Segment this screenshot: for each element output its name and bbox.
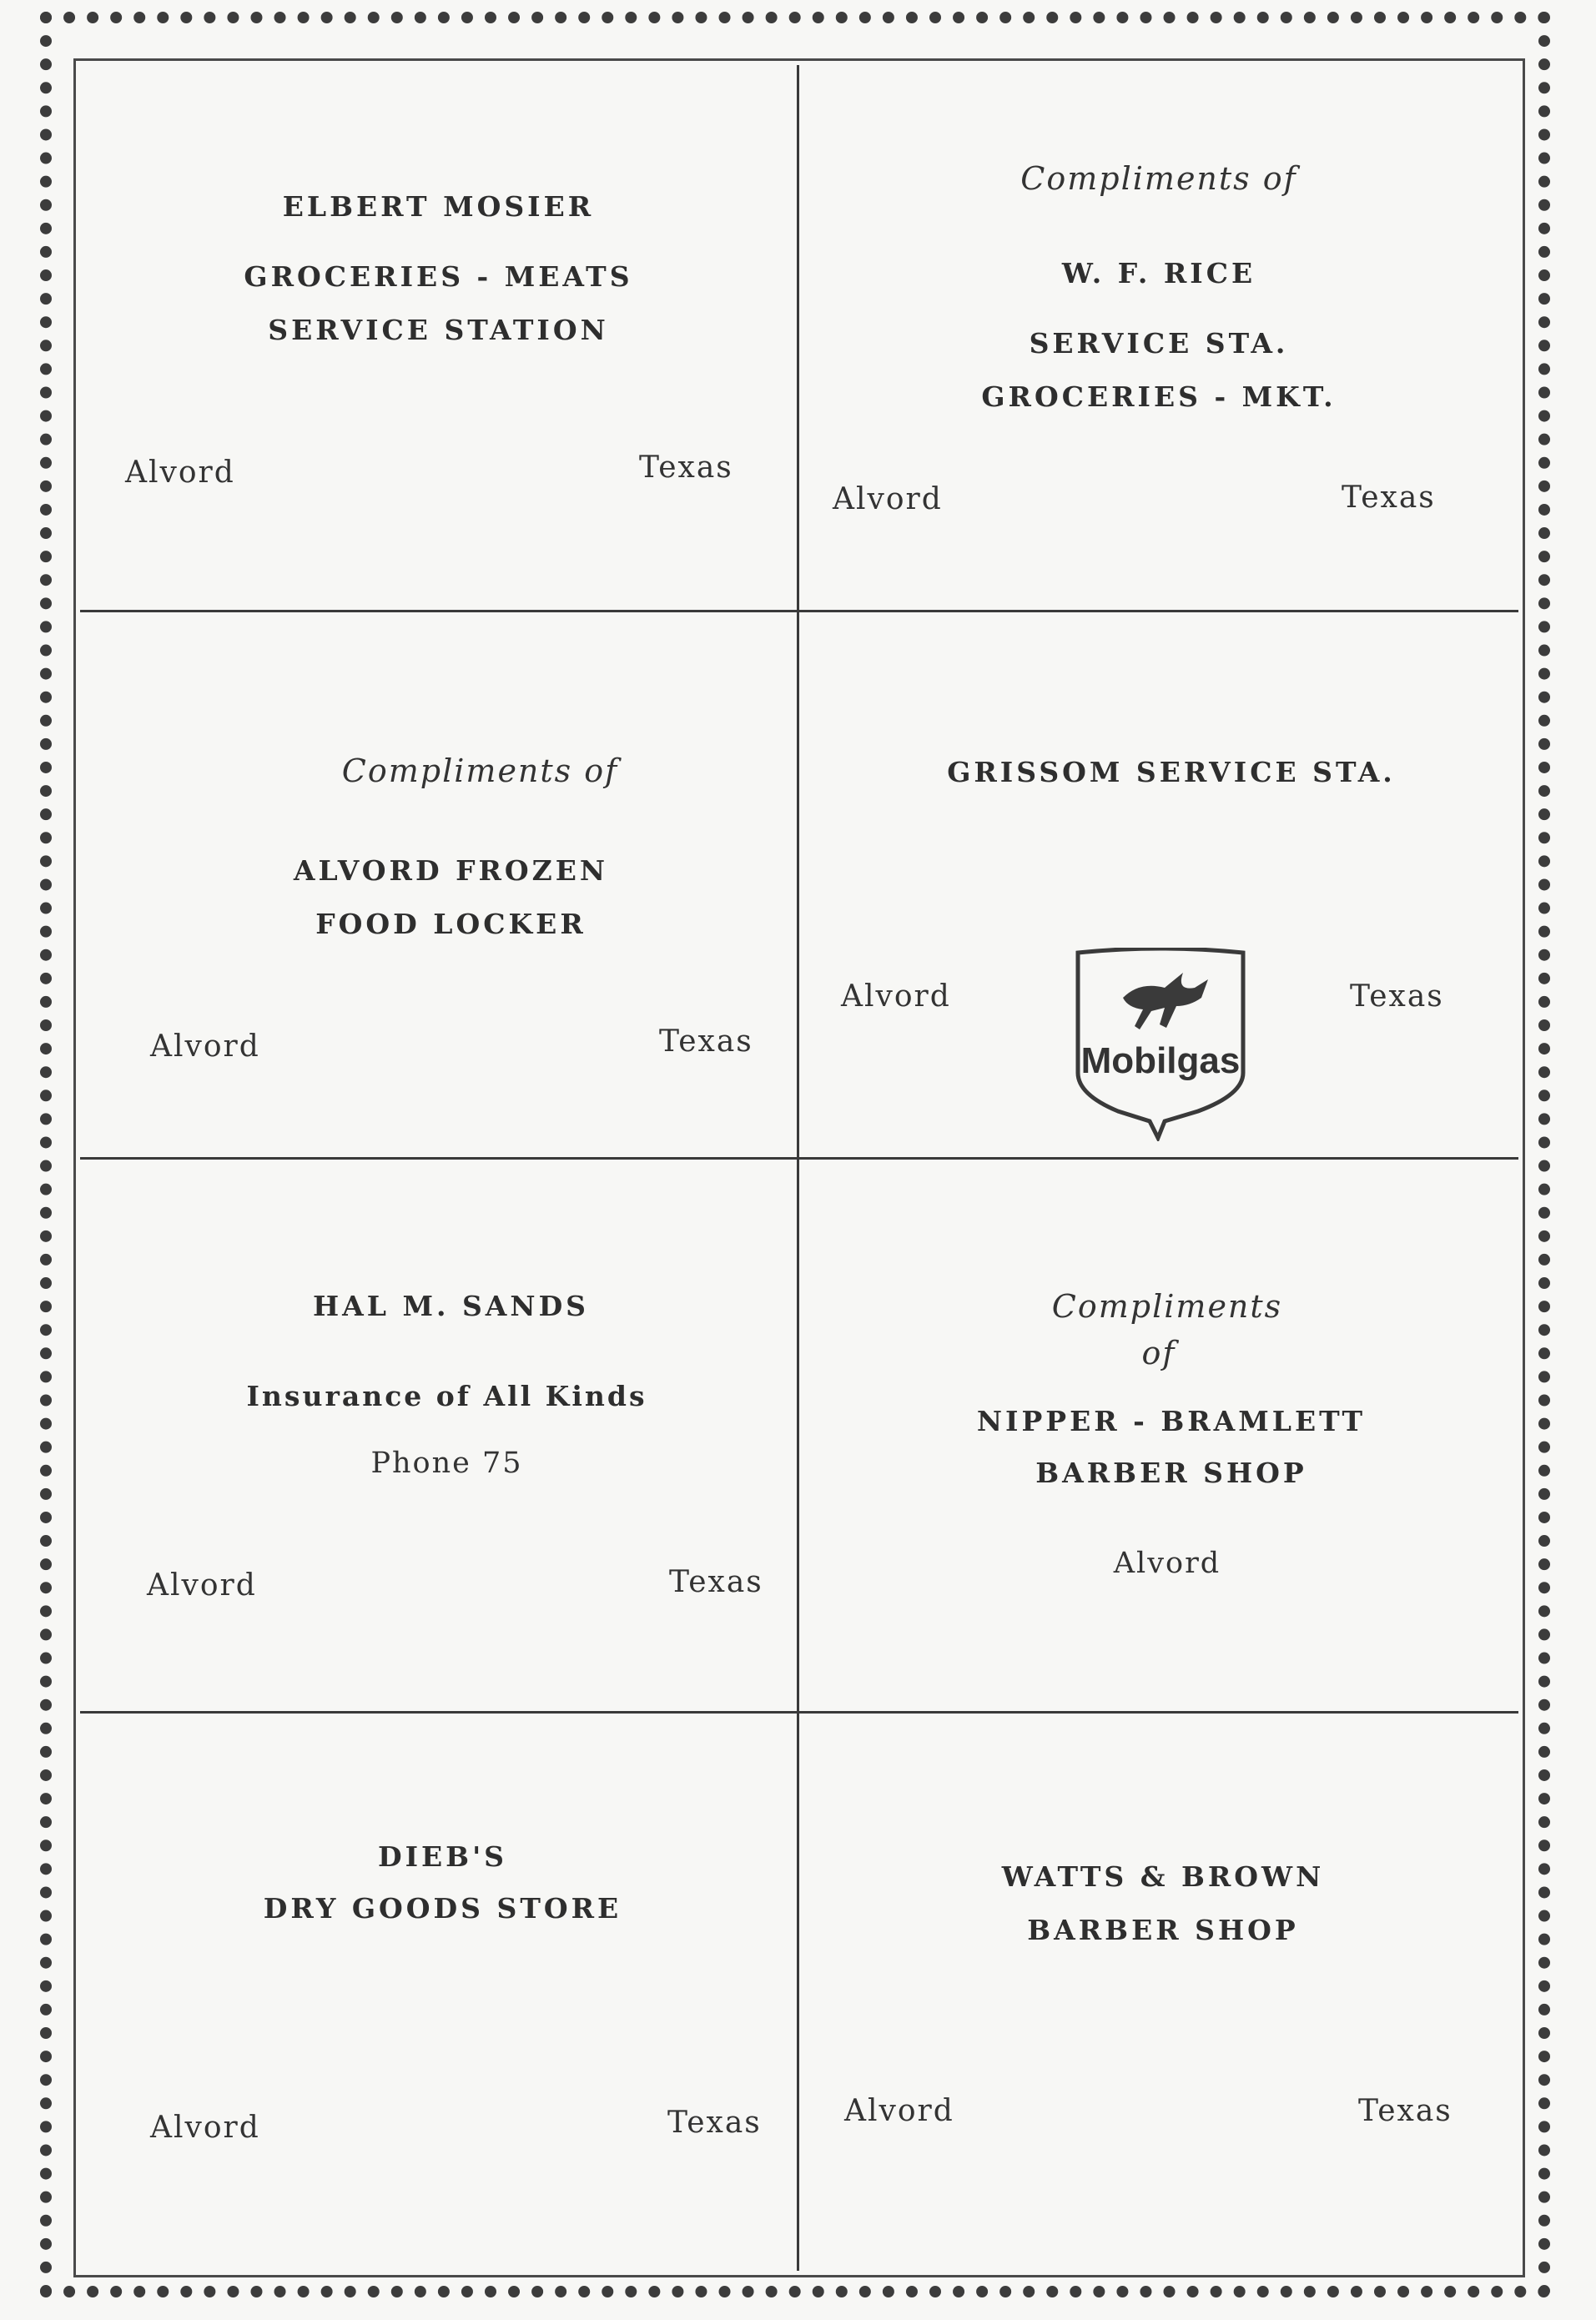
compliments-of-text: of (1141, 1335, 1176, 1371)
ad-state: Texas (1358, 2094, 1453, 2128)
ad-city: Alvord (833, 482, 943, 516)
ad-line: GROCERIES - MEATS (244, 260, 633, 293)
ad-line: FOOD LOCKER (315, 908, 587, 940)
phone-text: Phone 75 (370, 1447, 523, 1480)
ad-line: DRY GOODS STORE (263, 1892, 622, 1925)
compliments-text: Compliments of (341, 752, 619, 789)
ad-state: Texas (659, 1024, 753, 1059)
mobilgas-pegasus-logo (1073, 948, 1248, 1141)
ad-title: ELBERT MOSIER (282, 190, 595, 223)
ad-line: Insurance of All Kinds (246, 1380, 647, 1412)
ad-city: Alvord (844, 2094, 954, 2128)
ad-hal-sands (80, 1160, 799, 1714)
ad-alvord-frozen-food-locker (80, 612, 799, 1160)
ad-title: ALVORD FROZEN (293, 854, 609, 887)
ad-diebs (80, 1714, 799, 2271)
ad-line: SERVICE STA. (1029, 327, 1289, 360)
ad-grissom-service (799, 612, 1518, 1160)
ad-title: W. F. RICE (1061, 257, 1256, 289)
ad-city: Alvord (125, 455, 235, 490)
ad-watts-brown (799, 1714, 1518, 2271)
ad-title: GRISSOM SERVICE STA. (947, 756, 1396, 788)
ad-line: BARBER SHOP (1035, 1457, 1307, 1489)
ad-title: HAL M. SANDS (312, 1290, 590, 1322)
ad-wf-rice (799, 65, 1518, 612)
ad-city: Alvord (150, 1029, 260, 1064)
ad-title: DIEB'S (377, 1840, 508, 1873)
svg-text:Mobilgas: Mobilgas (1080, 1040, 1241, 1081)
ad-state: Texas (639, 450, 733, 485)
ad-elbert-mosier (80, 65, 799, 612)
ad-line: BARBER SHOP (1027, 1914, 1299, 1946)
ad-title: NIPPER - BRAMLETT (976, 1405, 1367, 1437)
ad-city: Alvord (841, 979, 951, 1014)
ad-state: Texas (1350, 979, 1444, 1014)
ad-city: Alvord (147, 1568, 257, 1603)
ad-city: Alvord (1113, 1547, 1221, 1580)
ad-state: Texas (1342, 481, 1436, 515)
ad-line: GROCERIES - MKT. (981, 380, 1337, 413)
compliments-text: Compliments of (1020, 160, 1297, 197)
ad-state: Texas (667, 2106, 762, 2140)
compliments-text: Compliments (1051, 1288, 1283, 1325)
ad-city: Alvord (150, 2111, 260, 2145)
ad-grid (80, 65, 1518, 2271)
ad-title: WATTS & BROWN (1001, 1860, 1325, 1893)
ad-line: SERVICE STATION (268, 314, 609, 346)
ad-state: Texas (669, 1565, 763, 1599)
ad-nipper-bramlett (799, 1160, 1518, 1714)
